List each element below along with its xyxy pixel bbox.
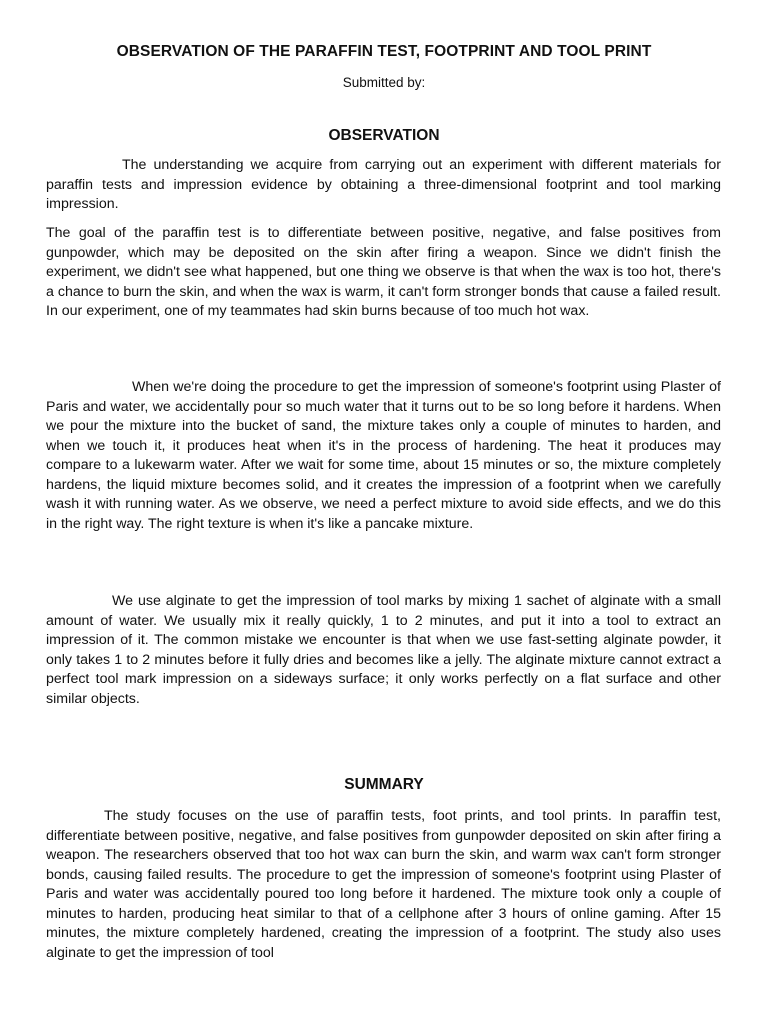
summary-paragraph: The study focuses on the use of paraffin tests, foot prints, and tool prints. In paraffin test, differentiate between positive, negative, and false positives from gunpowder deposited on skin after firing a weapon. The researchers observed that too hot wax can burn the skin, and warm wax can't form stronger bonds, causing failed results. The procedure to get the impression of someone's footprint using Plaster of Paris and water was accidentally poured too long before it hardened. The mixture took only a couple of minutes to harden, producing heat similar to that of a cellphone after 3 hours of online gaming. After 15 minutes, the mixture completely hardened, creating the impression of a footprint. The study also uses alginate to get the impression of tool <box>46 808 721 961</box>
summary-heading: SUMMARY <box>344 776 424 793</box>
observation-heading: OBSERVATION <box>328 127 440 144</box>
observation-paragraph: When we're doing the procedure to get the impression of someone's footprint using Plaster of Paris and water, we accidentally pour so much water that it turns out to be so long before it hardens. When we pour the mixture into the bucket of sand, the mixture takes only a couple of minutes to harden, and when we touch it, it produces heat when it's in the process of hardening. The heat it produces may compare to a lukewarm water. After we wait for some time, about 15 minutes or so, the mixture completely hardens, the liquid mixture becomes solid, and it creates the impression of a footprint when we carefully wash it with running water. As we observe, we need a perfect mixture to avoid side effects, and we do this in the right way. The right texture is when it's like a pancake mixture. <box>46 379 721 532</box>
observation-paragraph: We use alginate to get the impression of tool marks by mixing 1 sachet of alginate with a small amount of water. We usually mix it really quickly, 1 to 2 minutes, and put it into a tool to extract an impression of it. The common mistake we encounter is that when we use fast-setting alginate powder, it only takes 1 to 2 minutes before it fully dries and becomes like a jelly. The alginate mixture cannot extract a perfect tool mark impression on a sideways surface; it only works perfectly on a flat surface and other similar objects. <box>46 593 721 707</box>
observation-paragraph: The goal of the paraffin test is to differentiate between positive, negative, and false positives from gunpowder, which may be deposited on the skin after firing a weapon. Since we didn't finish the experiment, we didn't see what happened, but one thing we observe is that when the wax is too hot, there's a chance to burn the skin, and when the wax is warm, it can't form stronger bonds that cause a failed result. In our experiment, one of my teammates had skin burns because of too much hot wax. <box>46 225 721 319</box>
document-title: OBSERVATION OF THE PARAFFIN TEST, FOOTPRINT AND TOOL PRINT <box>116 43 652 60</box>
submitted-by-line: Submitted by: <box>342 75 426 90</box>
observation-paragraph: The understanding we acquire from carrying out an experiment with different materials for paraffin tests and impression evidence by obtaining a three-dimensional footprint and tool marking impression. <box>46 157 721 212</box>
